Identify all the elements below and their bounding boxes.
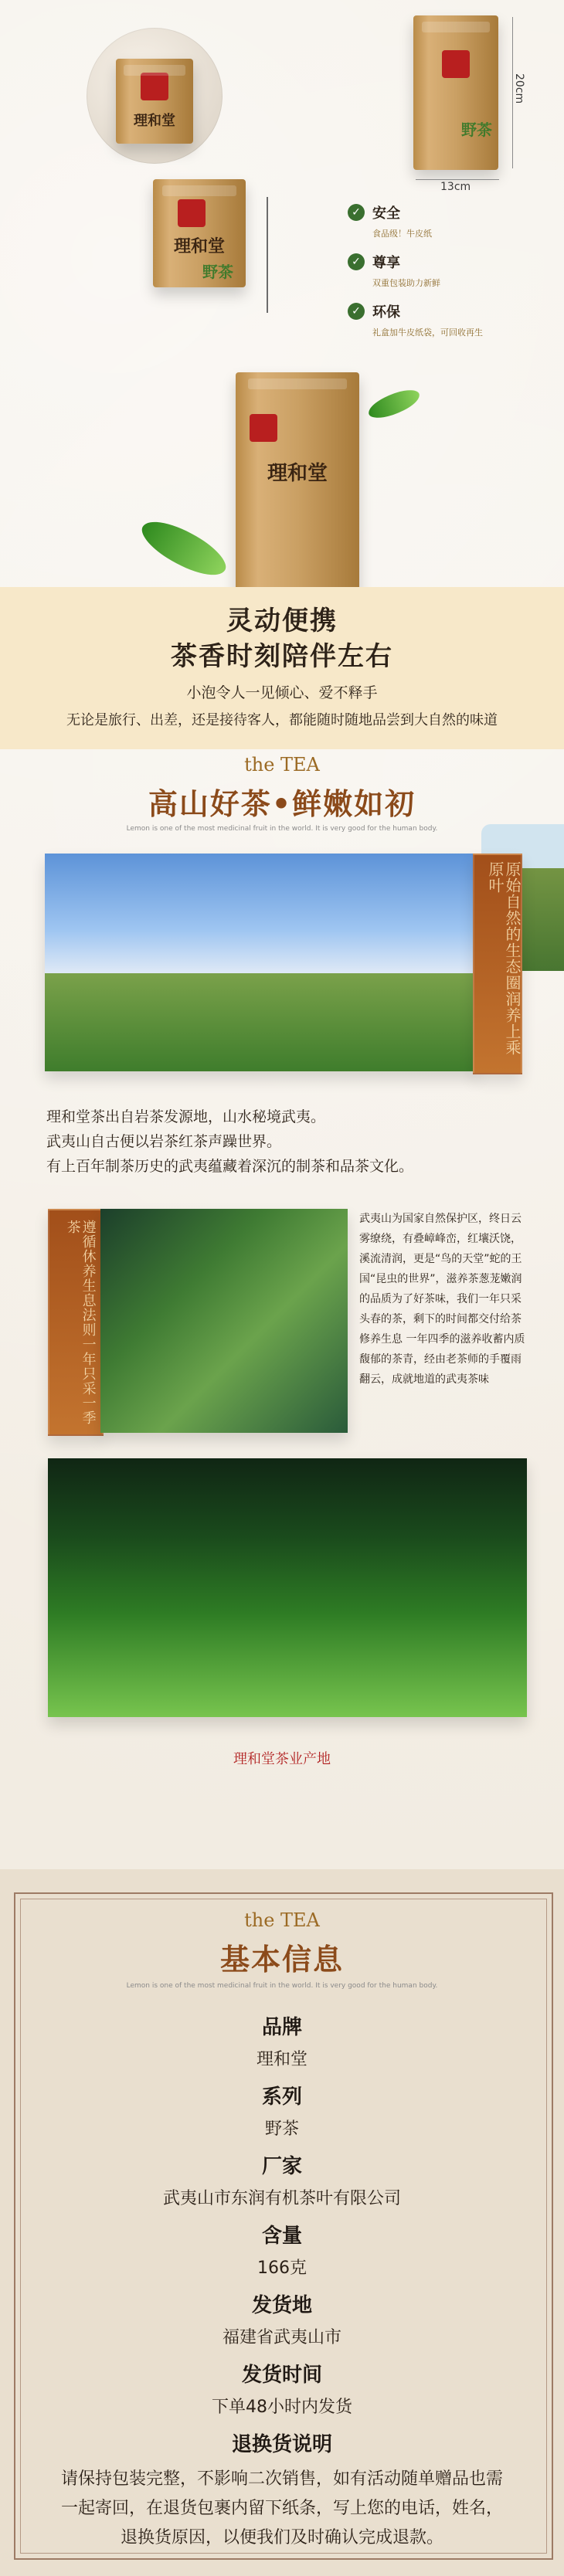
info-label: 厂家 [261,2155,302,2178]
info-value: 166克 [257,2259,307,2278]
brand-text: 理和堂 [134,113,175,129]
vertical-ribbon [473,854,522,1074]
feature-subtitle: 食品级！牛皮纸 [372,229,432,239]
tea-pouch-large [413,15,498,170]
height-dimension-label: 20cm [513,73,525,104]
info-value: 野茶 [264,2120,299,2139]
packaging-section [0,0,564,587]
info-kicker: the TEA [244,1909,320,1931]
feature-item [348,301,525,338]
banner-subline-2: 无论是旅行、出差，还是接待客人，都能随时随地品尝到大自然的味道 [66,712,498,728]
gift-bag-circle [87,28,223,164]
brand-seal-icon [178,199,206,227]
info-value: 武夷山市东润有机茶叶有限公司 [162,2189,401,2208]
info-title: 基本信息 [219,1943,344,1977]
tea-leaf-icon [365,386,423,422]
feature-title: 尊享 [372,255,400,271]
variety-label: 野茶 [461,120,492,139]
check-circle-icon: ✓ [348,253,365,270]
section-title: 高山好茶•鲜嫩如初 [148,787,416,821]
width-dimension-line [416,179,499,180]
info-tiny-text: Lemon is one of the most medicinal fruit in the world. It is very good for the human body. [126,1982,438,1990]
info-label: 品牌 [261,2016,302,2039]
brand-seal-icon [141,73,168,100]
basic-info-section [0,1869,564,2576]
gift-bag [116,59,193,144]
brand-text: 理和堂 [267,462,328,485]
banner-headline-1: 灵动便携 [226,606,338,636]
portable-banner [0,587,564,749]
return-policy-title: 退换货说明 [231,2433,332,2456]
mountain-tea-field-photo [45,854,477,1071]
feature-subtitle: 礼盒加牛皮纸袋，可回收再生 [372,328,483,338]
feature-title: 安全 [372,205,400,222]
info-label: 系列 [261,2086,302,2109]
ribbon-text: 原始自然的生态圈润养上乘原叶 [486,861,522,1056]
info-value: 福建省武夷山市 [222,2328,341,2347]
origin-line-2: 武夷山自古便以岩茶红茶声躁世界。 [46,1133,282,1150]
origin-line-1: 理和堂茶出自岩茶发源地，山水秘境武夷。 [46,1108,326,1125]
feature-subtitle: 双重包装助力新鲜 [372,278,440,288]
check-circle-icon: ✓ [348,303,365,320]
section-kicker: the TEA [244,754,320,776]
brand-seal-icon [250,414,277,442]
tea-leaf-icon [135,510,232,588]
origin-paragraph [46,1105,518,1179]
banner-subline-1: 小泡令人一见倾心、爱不释手 [186,684,378,701]
brand-seal-icon [442,50,470,78]
ecology-paragraph: 武夷山为国家自然保护区，终日云雾缭绕，有叠嶂峰峦，红壤沃饶，溪流清润，更是“鸟的天堂”蛇的王国“昆虫的世界”，滋养茶葱茏嫩润的品质为了好茶味，我们一年只采头春的茶，剩下的时间都交付给茶修养生息 一年四季的滋养收蓄内质馥郁的茶青，经由老茶师的手覆雨翻云，成就地道的武夷茶味 [359,1213,525,1386]
feature-title: 环保 [372,304,400,321]
vertical-ribbon [48,1209,104,1436]
info-value: 下单48小时内发货 [212,2398,352,2417]
divider-line [267,197,268,313]
tea-pouch-small [153,179,246,287]
info-label: 含量 [261,2225,302,2248]
tea-pouch-hero [236,372,359,596]
tea-origin-section [0,749,564,1869]
info-label: 发货地 [251,2294,312,2317]
check-circle-icon: ✓ [348,204,365,221]
features-list [348,202,525,338]
width-dimension-label: 13cm [440,181,471,193]
feature-item [348,252,525,289]
tea-picking-photo [48,1458,527,1717]
variety-label: 野茶 [202,263,233,281]
banner-headline-2: 茶香时刻陪伴左右 [171,641,393,672]
info-label: 发货时间 [241,2364,322,2387]
forest-stream-photo [100,1209,348,1433]
ribbon-text: 遵循休养生息法则一年只采一季茶 [64,1220,97,1425]
info-value: 理和堂 [256,2050,307,2069]
brand-text: 理和堂 [173,236,225,256]
origin-line-3: 有上百年制茶历史的武夷蕴藏着深沉的制茶和品茶文化。 [46,1158,414,1175]
info-list [54,2001,510,2553]
return-policy-text: 请保持包装完整，不影响二次销售，如有活动随单赠品也需一起寄回，在退货包裹内留下纸条，写上您的电话，姓名，退换货原因，以便我们及时确认完成退款。 [60,2469,503,2547]
section-tiny-text: Lemon is one of the most medicinal fruit in the world. It is very good for the human body. [126,825,438,833]
origin-caption: 理和堂茶业产地 [233,1751,331,1767]
feature-item [348,202,525,239]
